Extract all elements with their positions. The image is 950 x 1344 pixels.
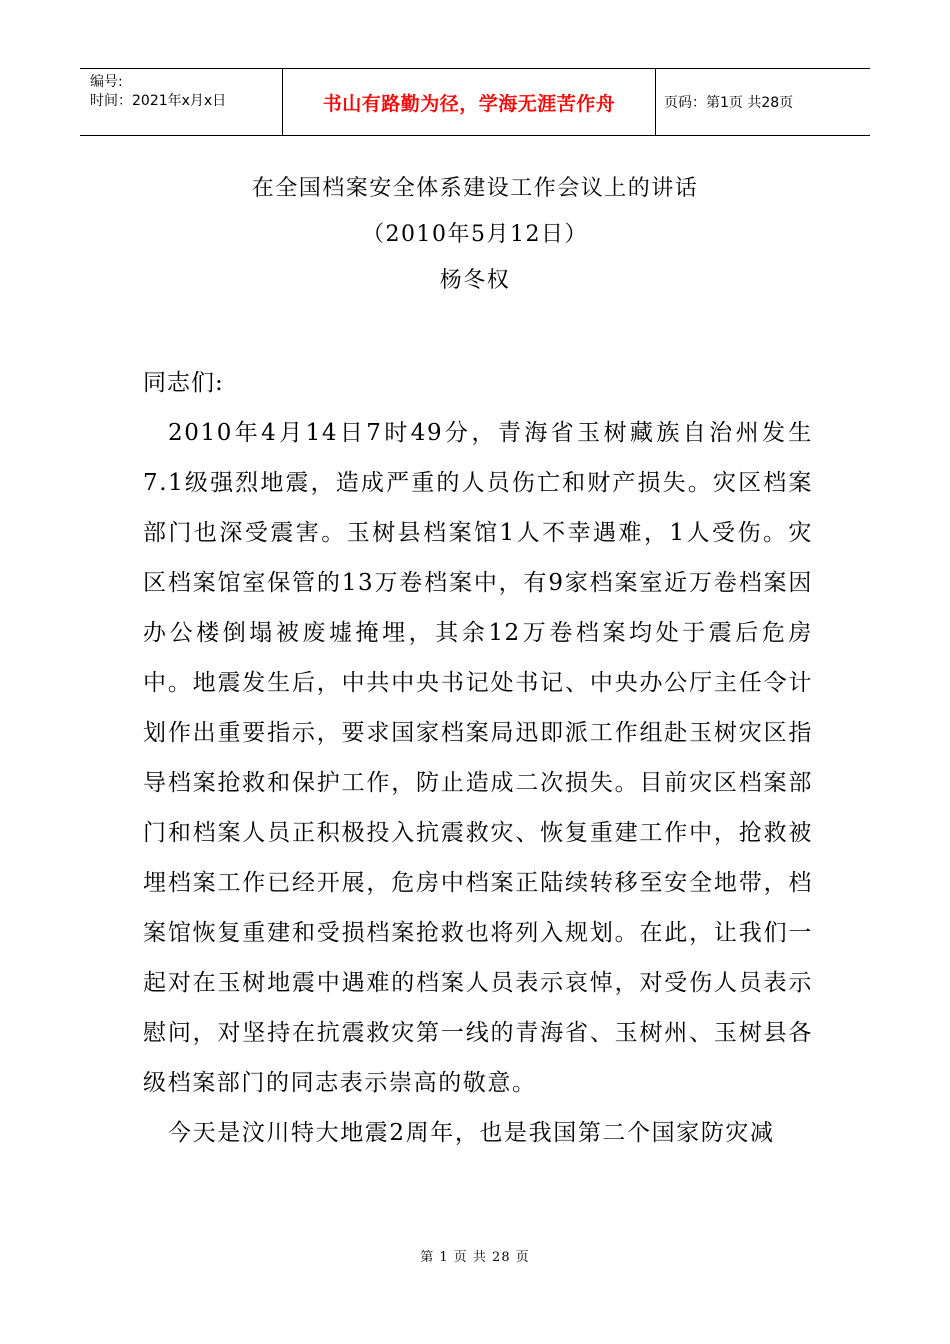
motto-text: 书山有路勤为径，学海无涯苦作舟 xyxy=(322,92,616,115)
document-author: 杨冬权 xyxy=(439,268,511,293)
number-label: 编号: xyxy=(90,74,123,90)
salutation: 同志们: xyxy=(143,370,224,396)
document-title: 在全国档案安全体系建设工作会议上的讲话 xyxy=(251,176,699,201)
page-footer: 第 1 页 共 28 页 xyxy=(420,1250,530,1265)
document-date: （2010年5月12日） xyxy=(362,222,588,247)
header-page-info xyxy=(656,69,870,135)
header-meta xyxy=(80,69,282,135)
document-header xyxy=(80,68,870,136)
document-body xyxy=(143,358,813,1158)
title-block xyxy=(0,166,950,304)
time-label: 时间：2021年x月x日 xyxy=(90,93,227,109)
paragraph: 今天是汶川特大地震2周年，也是我国第二个国家防灾减 xyxy=(168,1120,775,1146)
header-motto xyxy=(282,69,656,135)
page-info-text: 页码：第1页 共28页 xyxy=(664,95,794,111)
paragraph: 2010年4月14日7时49分，青海省玉树藏族自治州发生7.1级强烈地震，造成严重的人员伤亡和财产损失。灾区档案部门也深受震害。玉树县档案馆1人不幸遇难，1人受伤。灾区档案馆室保管的13万卷档案中，有9家档案室近万卷档案因办公楼倒塌被废墟掩埋，其余12万卷档案均处于震后危房中。地震发生后，中共中央书记处书记、中央办公厅主任令计划作出重要指示，要求国家档案局迅即派工作组赴玉树灾区指导档案抢救和保护工作，防止造成二次损失。目前灾区档案部门和档案人员正积极投入抗震救灾、恢复重建工作中，抢救被埋档案工作已经开展，危房中档案正陆续转移至安全地带，档案馆恢复重建和受损档案抢救也将列入规划。在此，让我们一起对在玉树地震中遇难的档案人员表示哀悼，对受伤人员表示慰问，对坚持在抗震救灾第一线的青海省、玉树州、玉树县各级档案部门的同志表示崇高的敬意。 xyxy=(143,420,813,1096)
